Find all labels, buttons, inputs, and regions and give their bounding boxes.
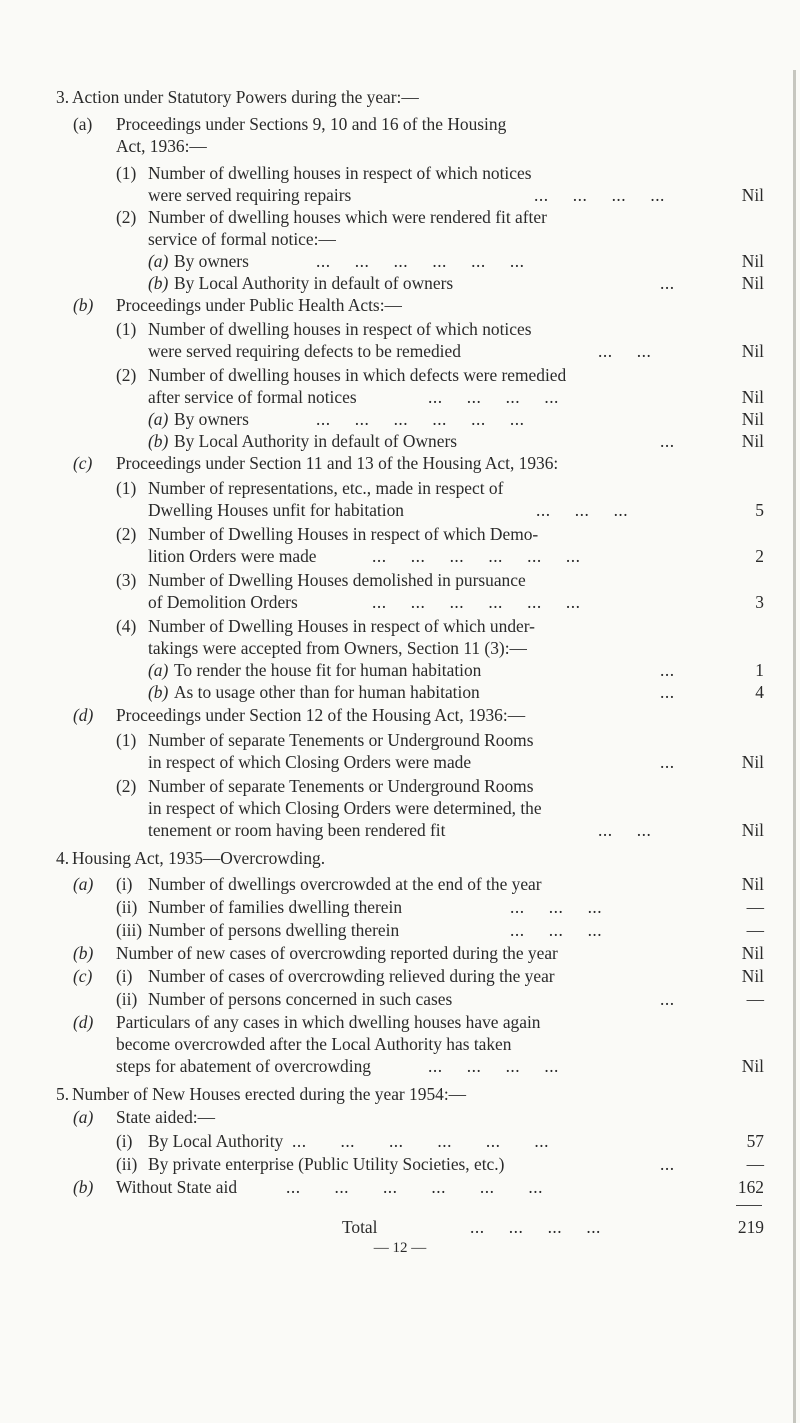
- sub-label: (b): [73, 943, 94, 963]
- item-line: [0, 965, 800, 987]
- sub-label: (a): [73, 1107, 94, 1127]
- item-number: (ii): [116, 897, 138, 917]
- item-text: in respect of which Closing Orders were made: [148, 752, 472, 772]
- item-line: (iii) Number of persons dwelling therein ... ... ... —: [116, 920, 764, 940]
- item-value: Nil: [741, 1056, 764, 1076]
- item-line: (ii) Number of families dwelling therein ... ... ... —: [116, 897, 764, 917]
- section-title: Housing Act, 1935—Overcrowding.: [72, 848, 326, 868]
- item-text: By owners: [174, 409, 249, 429]
- item-value: —: [746, 920, 764, 940]
- item-line: [0, 615, 800, 637]
- item-text: Number of Dwelling Houses in respect of which Demo-: [148, 524, 539, 544]
- item-value: Nil: [741, 185, 764, 205]
- item-line: [0, 797, 800, 819]
- item-value: 162: [737, 1177, 764, 1197]
- item-number: (2): [116, 776, 137, 796]
- item-value: Nil: [741, 409, 764, 429]
- item-line: [0, 1033, 800, 1055]
- section-title: Action under Statutory Powers during the year:—: [72, 87, 419, 107]
- item-line: (ii) By private enterprise (Public Utility Societies, etc.) ... —: [116, 1154, 764, 1174]
- item-text: of Demolition Orders: [148, 592, 298, 612]
- item-letter: (b): [148, 682, 169, 702]
- item-value: 5: [755, 500, 764, 520]
- item-value: Nil: [741, 820, 764, 840]
- item-line: after service of formal notices ... ... ... ... Nil: [148, 387, 764, 407]
- sub-a-heading: [0, 113, 800, 135]
- item-text: As to usage other than for human habitation: [174, 682, 480, 702]
- sub-b-heading: [0, 294, 800, 316]
- item-line: were served requiring defects to be remedied ... ... Nil: [148, 341, 764, 361]
- item-value: 2: [755, 546, 764, 566]
- item-line: (b) By Local Authority in default of Owners ... Nil: [148, 431, 764, 451]
- page-number: — 12 —: [373, 1240, 427, 1256]
- item-text: By Local Authority: [148, 1131, 284, 1151]
- sub-label: (a): [73, 114, 93, 134]
- item-text: Particulars of any cases in which dwelling houses have again: [116, 1012, 541, 1032]
- item-line: [0, 942, 800, 964]
- item-line: [0, 1011, 800, 1033]
- item-text: Number of dwelling houses which were rendered fit after: [148, 207, 547, 227]
- item-line: [0, 162, 800, 184]
- sub-c-heading: [0, 452, 800, 474]
- item-number: (2): [116, 207, 137, 227]
- item-value: Nil: [741, 273, 764, 293]
- item-line: (ii) Number of persons concerned in such cases ... —: [116, 989, 764, 1009]
- item-value: 1: [755, 660, 764, 680]
- item-letter: (a): [148, 251, 169, 271]
- item-text: become overcrowded after the Local Authority has taken: [116, 1034, 512, 1054]
- item-text: steps for abatement of overcrowding: [116, 1056, 371, 1076]
- sub-a-heading-cont: [0, 135, 800, 157]
- sub-label: (d): [73, 1012, 94, 1032]
- item-number: (i): [116, 874, 133, 894]
- item-line: [0, 206, 800, 228]
- item-text: Number of new cases of overcrowding reported during the year: [116, 943, 558, 963]
- item-number: (ii): [116, 1154, 138, 1174]
- item-line: (b) By Local Authority in default of owners ... Nil: [148, 273, 764, 293]
- item-value: Nil: [741, 251, 764, 271]
- item-text: Number of dwelling houses in respect of which notices: [148, 319, 532, 339]
- item-text: Number of persons concerned in such cases: [148, 989, 453, 1009]
- item-line: (a) By owners ... ... ... ... ... ... Nil: [148, 409, 764, 429]
- item-text: service of formal notice:—: [148, 229, 336, 249]
- item-text: takings were accepted from Owners, Section 11 (3):—: [148, 638, 527, 658]
- section-number: 3.: [56, 87, 70, 107]
- item-text: Number of families dwelling therein: [148, 897, 403, 917]
- total-value: 219: [737, 1217, 764, 1237]
- item-text: Number of dwelling houses in which defects were remedied: [148, 365, 567, 385]
- section-4-heading: [0, 847, 800, 869]
- item-number: (ii): [116, 989, 138, 1009]
- item-line: tenement or room having been rendered fit ... ... Nil: [148, 820, 764, 840]
- item-letter: (b): [148, 431, 169, 451]
- item-text: Number of cases of overcrowding relieved during the year: [148, 966, 555, 986]
- item-text: tenement or room having been rendered fit: [148, 820, 446, 840]
- sub-label: (b): [73, 295, 94, 315]
- item-value: Nil: [741, 943, 764, 963]
- item-text: Number of Dwelling Houses demolished in pursuance: [148, 570, 526, 590]
- item-value: Nil: [741, 341, 764, 361]
- item-line: (a) By owners ... ... ... ... ... ... Nil: [148, 251, 764, 271]
- item-line: [0, 477, 800, 499]
- item-value: Nil: [741, 874, 764, 894]
- item-text: Number of dwelling houses in respect of which notices: [148, 163, 532, 183]
- item-number: (i): [116, 966, 133, 986]
- sub-title: Proceedings under Public Health Acts:—: [116, 295, 402, 315]
- item-line: of Demolition Orders ... ... ... ... ... ... 3: [148, 592, 764, 612]
- item-line: [0, 318, 800, 340]
- item-text: were served requiring defects to be remedied: [148, 341, 461, 361]
- item-line: lition Orders were made ... ... ... ... ... ... 2: [148, 546, 764, 566]
- item-text: were served requiring repairs: [148, 185, 352, 205]
- item-line: Dwelling Houses unfit for habitation ... ... ... 5: [148, 500, 764, 520]
- item-line: [0, 775, 800, 797]
- item-value: —: [746, 897, 764, 917]
- sub-a-heading: [0, 1106, 800, 1128]
- item-value: Nil: [741, 966, 764, 986]
- item-line: steps for abatement of overcrowding ... ... ... ... Nil: [116, 1056, 764, 1076]
- item-number: (2): [116, 524, 137, 544]
- item-number: (1): [116, 730, 137, 750]
- item-number: (iii): [116, 920, 143, 940]
- sub-label: (a): [73, 874, 94, 894]
- item-letter: (a): [148, 409, 169, 429]
- item-number: (1): [116, 319, 137, 339]
- item-text: after service of formal notices: [148, 387, 357, 407]
- section-3-heading: [0, 86, 800, 108]
- item-text: Number of persons dwelling therein: [148, 920, 400, 940]
- item-text: By private enterprise (Public Utility Societies, etc.): [148, 1154, 505, 1174]
- total-rule: [736, 1205, 762, 1206]
- item-text: By Local Authority in default of owners: [174, 273, 454, 293]
- item-value: 3: [755, 592, 764, 612]
- item-text: lition Orders were made: [148, 546, 317, 566]
- item-text: By Local Authority in default of Owners: [174, 431, 458, 451]
- item-text: Number of Dwelling Houses in respect of which under-: [148, 616, 535, 636]
- sub-label: (c): [73, 453, 93, 473]
- item-text: Number of separate Tenements or Underground Rooms: [148, 730, 534, 750]
- section-title: Number of New Houses erected during the year 1954:—: [72, 1084, 467, 1104]
- sub-title: Proceedings under Section 11 and 13 of the Housing Act, 1936:: [116, 453, 559, 473]
- sub-title: State aided:—: [116, 1107, 216, 1127]
- item-line: (b) As to usage other than for human habitation ... 4: [148, 682, 764, 702]
- item-text: Dwelling Houses unfit for habitation: [148, 500, 404, 520]
- item-line: were served requiring repairs ... ... ... ... Nil: [148, 185, 764, 205]
- item-value: 4: [755, 682, 764, 702]
- item-number: (3): [116, 570, 137, 590]
- item-line: [0, 364, 800, 386]
- section-5-heading: [0, 1083, 800, 1105]
- item-line: [0, 228, 800, 250]
- item-number: (4): [116, 616, 137, 636]
- item-value: —: [746, 989, 764, 1009]
- item-line: [0, 637, 800, 659]
- item-number: (i): [116, 1131, 133, 1151]
- item-value: 57: [746, 1131, 764, 1151]
- item-text: Number of separate Tenements or Underground Rooms: [148, 776, 534, 796]
- item-line: (i) By Local Authority ... ... ... ... ... ... 57: [116, 1131, 764, 1151]
- sub-label: (d): [73, 705, 94, 725]
- item-number: (1): [116, 163, 137, 183]
- item-line: (b) Without State aid ... ... ... ... ... ... 162: [73, 1177, 764, 1197]
- sub-title-cont: Act, 1936:—: [116, 136, 207, 156]
- item-text: By owners: [174, 251, 249, 271]
- item-value: Nil: [741, 387, 764, 407]
- item-text: in respect of which Closing Orders were determined, the: [148, 798, 542, 818]
- sub-title: Proceedings under Sections 9, 10 and 16 of the Housing: [116, 114, 507, 134]
- section-number: 5.: [56, 1084, 70, 1104]
- item-letter: (b): [148, 273, 169, 293]
- item-line: [0, 729, 800, 751]
- item-line: (a) To render the house fit for human habitation ... 1: [148, 660, 764, 680]
- item-text: To render the house fit for human habitation: [174, 660, 482, 680]
- item-text: Number of representations, etc., made in respect of: [148, 478, 504, 498]
- item-number: (2): [116, 365, 137, 385]
- sub-label: (b): [73, 1177, 94, 1197]
- sub-title: Proceedings under Section 12 of the Housing Act, 1936:—: [116, 705, 526, 725]
- item-text: Number of dwellings overcrowded at the end of the year: [148, 874, 542, 894]
- item-value: Nil: [741, 431, 764, 451]
- item-text: Without State aid: [116, 1177, 238, 1197]
- item-value: —: [746, 1154, 764, 1174]
- sub-label: (c): [73, 966, 93, 986]
- item-letter: (a): [148, 660, 169, 680]
- item-line: [0, 569, 800, 591]
- item-value: Nil: [741, 752, 764, 772]
- item-line: in respect of which Closing Orders were made ... Nil: [148, 752, 764, 772]
- total-label: Total: [342, 1217, 378, 1237]
- total-line: Total ... ... ... ... 219: [342, 1217, 764, 1237]
- item-number: (1): [116, 478, 137, 498]
- item-line: [0, 873, 800, 895]
- section-number: 4.: [56, 848, 70, 868]
- sub-d-heading: [0, 704, 800, 726]
- item-line: [0, 523, 800, 545]
